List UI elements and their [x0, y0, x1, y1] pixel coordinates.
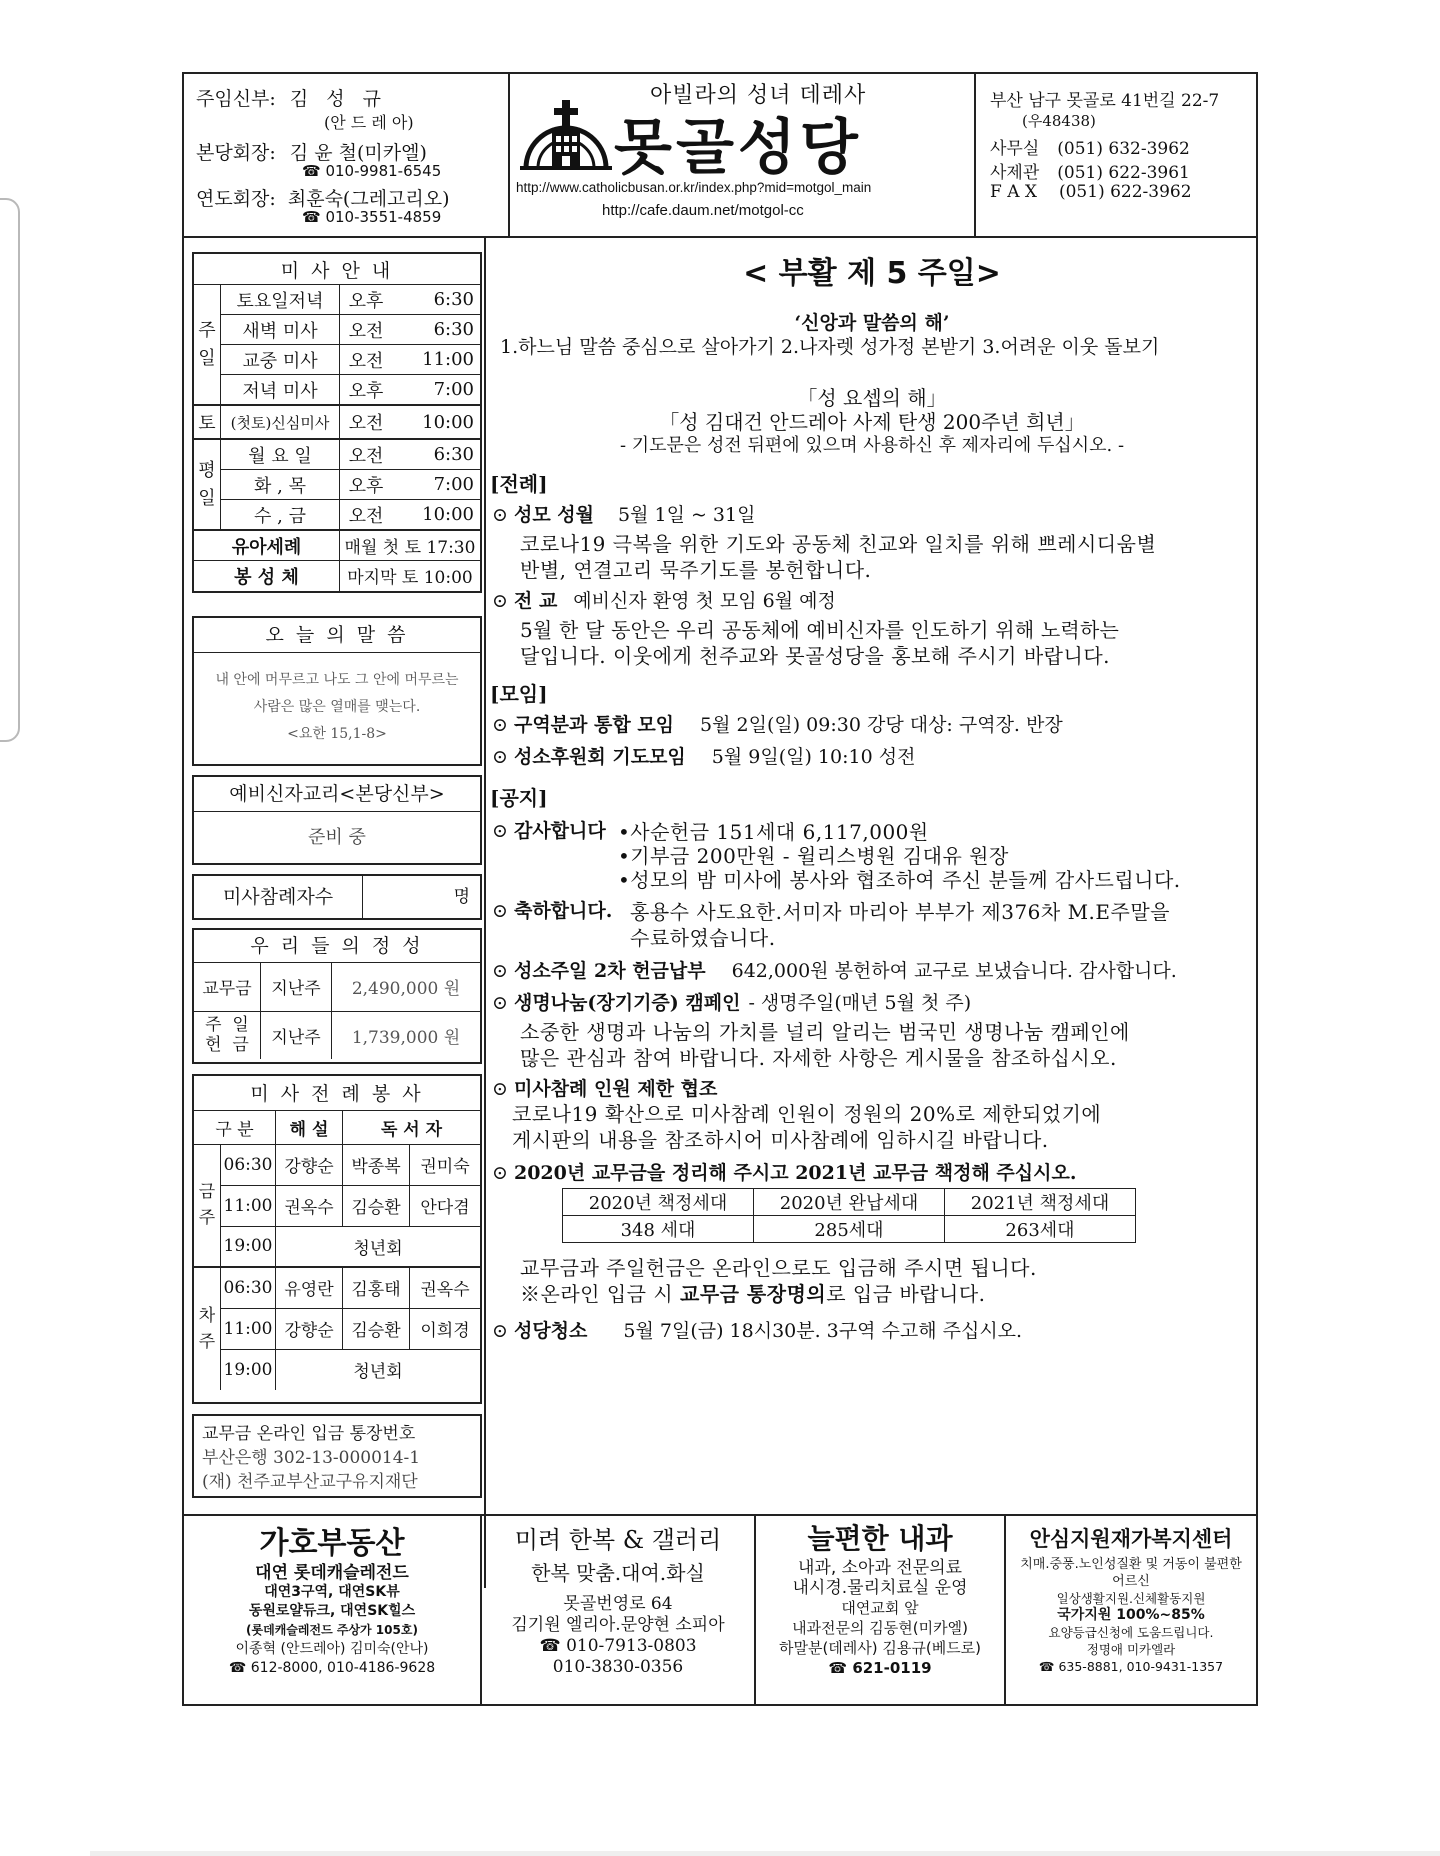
item-title: 축하합니다. [513, 900, 613, 922]
joseph-year: 「성 요셉의 해」 [797, 386, 947, 410]
attendance-unit: 명 [453, 887, 470, 907]
service-time: 11:00 [221, 1185, 276, 1226]
ad-line: 621-0119 [852, 1659, 932, 1677]
ad-realestate [184, 1516, 482, 1706]
col-header: 독 서 자 [343, 1110, 481, 1144]
dues-value: 285세대 [754, 1216, 945, 1243]
reader: 김승환 [343, 1185, 410, 1226]
col-header: 구 분 [194, 1110, 276, 1144]
chair-label: 본당회장: [196, 142, 276, 164]
infant-baptism-time: 매월 첫 토 17:30 [340, 530, 481, 561]
todays-word-title: 오 늘 의 말 씀 [194, 618, 480, 653]
offerings-table [194, 963, 480, 1059]
mass-ampm: 오전 [340, 315, 393, 345]
reader: 권옥수 [410, 1267, 481, 1308]
confirmation-label: 봉 성 체 [194, 561, 340, 591]
catechumen-title: 예비신자교리<본당신부> [194, 777, 480, 812]
item-title: 성소주일 2차 헌금납부 [513, 960, 706, 982]
item-body: 코로나19 극복을 위한 기도와 공동체 친교와 일치를 위해 쁘레시디움별 [520, 532, 1157, 556]
attendance-box [192, 874, 482, 920]
ad-line: 내과, 소아과 전문의료 [797, 1558, 962, 1578]
bullet-icon: ⊙ [492, 504, 508, 526]
mass-ampm: 오전 [340, 439, 393, 470]
mass-time: 7:00 [392, 470, 480, 500]
pastor-name: 김 성 규 [289, 88, 388, 110]
postcode: (우48438) [1022, 112, 1096, 130]
item-body: 많은 관심과 참여 바랍니다. 자세한 사항은 게시물을 참조하십시오. [520, 1046, 1117, 1070]
dues-header: 2021년 책정세대 [945, 1189, 1136, 1216]
ad-line: 대연3구역, 대연SK뷰 [264, 1584, 400, 1600]
ad-line: 어르신 [1112, 1574, 1150, 1589]
todays-word-ref: <요한 15,1-8> [287, 726, 387, 742]
bank-account-box [192, 1414, 482, 1498]
church-logo-icon [520, 98, 612, 172]
item-body: 홍용수 사도요한.서미자 마리아 부부가 제376차 M.E주말을 [630, 900, 1170, 924]
section-notices: [공지] [490, 786, 548, 810]
fax-phone: (051) 622-3962 [1058, 182, 1192, 202]
pastor-label: 주임신부: [196, 88, 276, 110]
commentator: 유영란 [276, 1267, 343, 1308]
ad-title: 안심지원재가복지센터 [1029, 1527, 1233, 1551]
item-detail: 5월 2일(일) 09:30 강당 대상: 구역장. 반장 [700, 714, 1063, 736]
assoc-label: 연도회장: [196, 188, 276, 210]
item-detail: 642,000원 봉헌하여 교구로 보냈습니다. 감사합니다. [731, 960, 1177, 982]
attendance-label: 미사참례자수 [194, 876, 363, 918]
mass-ampm: 오후 [340, 375, 393, 406]
ad-line: 정명애 미카엘라 [1086, 1642, 1176, 1657]
liturgy-service-title: 미 사 전 례 봉 사 [194, 1076, 480, 1110]
ad-line: 010-7913-0803 [566, 1636, 697, 1656]
item-body: 수료하였습니다. [630, 926, 776, 950]
item-body: 소중한 생명과 나눔의 가치를 널리 알리는 범국민 생명나눔 캠페인에 [520, 1020, 1130, 1044]
ad-line: 치매.중풍.노인성질환 및 거동이 불편한 [1020, 1557, 1242, 1572]
ad-line: 못골번영로 64 [563, 1594, 673, 1614]
section-meetings: [모임] [490, 682, 548, 706]
address: 부산 남구 못골로 41번길 22-7 [990, 91, 1220, 111]
pastor-baptismal: (안 드 레 아) [324, 113, 414, 132]
offerings-box [192, 928, 482, 1064]
mass-name: 수 , 금 [221, 500, 340, 531]
offering-period: 지난주 [261, 1011, 332, 1059]
andrew-kim-jubilee: 「성 김대건 안드레아 사제 탄생 200주년 희년」 [659, 410, 1085, 434]
item-body: 달입니다. 이웃에게 천주교와 못골성당을 홍보해 주시기 바랍니다. [520, 644, 1110, 668]
online-note: 교무금과 주일헌금은 온라인으로도 입금해 주시면 됩니다. [520, 1256, 1037, 1280]
ad-line: 이종혁 (안드레아) 김미숙(안나) [235, 1641, 429, 1657]
assoc-phone: 010-3551-4859 [325, 208, 442, 226]
saturday-label: 토 [194, 405, 221, 439]
item-detail: - 생명주일(매년 5월 첫 주) [748, 992, 972, 1014]
item-detail: 5월 9일(일) 10:10 성전 [711, 746, 916, 768]
mass-name: 저녁 미사 [221, 375, 340, 406]
bank-holder: (재) 천주교부산교구유지재단 [202, 1472, 418, 1492]
service-time: 19:00 [221, 1226, 276, 1267]
offering-amount: 1,739,000 원 [332, 1011, 481, 1059]
item-body: 코로나19 확산으로 미사참례 인원이 정원의 20%로 제한되었기에 [512, 1102, 1102, 1126]
mass-time: 10:00 [392, 405, 480, 439]
prayer-note: - 기도문은 성전 뒤편에 있으며 사용하신 후 제자리에 두십시오. - [619, 435, 1125, 456]
bullet-icon: ⊙ [492, 1078, 508, 1100]
bulletin-header [184, 74, 1256, 238]
ad-line: 일상생활지원.신체활동지원 [1056, 1591, 1206, 1606]
item-title: 생명나눔(장기기증) 캠페인 [513, 992, 741, 1014]
ad-hanbok [482, 1516, 756, 1706]
item-title: 미사참례 인원 제한 협조 [513, 1078, 718, 1100]
bottom-bar [90, 1851, 1440, 1856]
mass-schedule-table [194, 254, 480, 591]
bullet-icon: ⊙ [492, 992, 508, 1014]
mass-name: 화 , 목 [221, 470, 340, 500]
reader: 안다겸 [410, 1185, 481, 1226]
bullet-icon: ⊙ [492, 746, 508, 768]
reader: 권미숙 [410, 1144, 481, 1185]
bullet-icon: ⊙ [492, 1320, 508, 1342]
section-liturgy: [전례] [490, 472, 548, 496]
contact-block [976, 74, 1256, 236]
bullet-icon: ⊙ [492, 900, 508, 922]
item-title: 구역분과 통합 모임 [513, 714, 675, 736]
ad-title: 늘편한 내과 [807, 1522, 953, 1555]
todays-word-line: 내 안에 머무르고 나도 그 안에 머무르는 [215, 672, 459, 688]
dues-header: 2020년 책정세대 [563, 1189, 754, 1216]
cafe-link[interactable]: http://cafe.daum.net/motgol-cc [602, 202, 804, 219]
ad-line: 내시경.물리치료실 운영 [792, 1578, 968, 1598]
item-body: 게시판의 내용을 참조하시어 미사참례에 임하시길 바랍니다. [512, 1128, 1049, 1152]
ad-line: 요양등급신청에 도움드립니다. [1048, 1625, 1214, 1640]
mass-ampm: 오후 [340, 470, 393, 500]
ad-line: 대연교회 앞 [841, 1599, 919, 1617]
mass-time: 10:00 [392, 500, 480, 531]
weekday-label: 평일 [194, 439, 221, 530]
ad-line: 635-8881, 010-9431-1357 [1058, 1659, 1224, 1674]
item-title: 성소후원회 기도모임 [513, 746, 686, 768]
bullet-icon: ⊙ [492, 960, 508, 982]
bullet-icon: ⊙ [492, 714, 508, 736]
ad-clinic [756, 1516, 1006, 1706]
mass-name: 새벽 미사 [221, 315, 340, 345]
commentator: 권옥수 [276, 1185, 343, 1226]
phone-icon: ☎ [302, 162, 321, 180]
parish-name: 못골성당 [614, 113, 862, 183]
mass-ampm: 오전 [340, 500, 393, 531]
service-time: 19:00 [221, 1349, 276, 1390]
mass-time: 6:30 [392, 285, 480, 315]
assoc-name: 최훈숙(그레고리오) [287, 188, 450, 210]
bullet-icon: ⊙ [492, 820, 508, 842]
item-body: 5월 한 달 동안은 우리 공동체에 예비신자를 인도하기 위해 노력하는 [520, 618, 1119, 642]
year-goals: 1.하느님 말씀 중심으로 살아가기 2.나자렛 성가정 본받기 3.어려운 이웃 돌보기 [500, 336, 1160, 358]
reader: 김홍태 [343, 1267, 410, 1308]
item-title: 성당청소 [513, 1320, 588, 1342]
offering-amount: 2,490,000 원 [332, 963, 481, 1011]
chair-phone: 010-9981-6545 [325, 162, 442, 180]
parish-title-block [510, 74, 976, 236]
offerings-title: 우 리 들 의 정 성 [194, 930, 480, 963]
todays-word-line: 사람은 많은 열매를 맺는다. [253, 699, 421, 715]
mass-time: 7:00 [392, 375, 480, 406]
online-note-prefix: ※온라인 입금 시 [520, 1282, 680, 1306]
item-body: •성모의 밤 미사에 봉사와 협조하여 주신 분들께 감사드립니다. [618, 868, 1181, 892]
liturgy-service [192, 1074, 482, 1404]
online-note-suffix: 로 입금 바랍니다. [826, 1282, 986, 1306]
online-note-highlight: 교무금 통장명의 [680, 1282, 827, 1306]
mass-name: 월 요 일 [221, 439, 340, 470]
phone-icon: ☎ [828, 1659, 848, 1677]
mass-schedule-title: 미 사 안 내 [194, 254, 480, 285]
phone-icon: ☎ [1038, 1659, 1055, 1674]
ad-line: 국가지원 100%~85% [1057, 1607, 1205, 1623]
item-title: 성모 성월 [513, 504, 594, 526]
ad-line: 내과전문의 김동현(미카엘) [792, 1619, 968, 1637]
item-title: 감사합니다 [513, 820, 606, 842]
ad-line: 동원로얄듀크, 대연SK힐스 [248, 1603, 416, 1619]
item-detail: 5월 1일 ~ 31일 [618, 504, 756, 526]
main-content [484, 236, 1258, 1588]
ad-welfare [1006, 1516, 1256, 1706]
commentator: 강향순 [276, 1308, 343, 1349]
mass-name: 토요일저녁 [221, 285, 340, 315]
mass-time: 11:00 [392, 345, 480, 375]
catechumen-class [192, 775, 482, 865]
office-phone: (051) 632-3962 [1057, 139, 1190, 159]
item-title: 2020년 교무금을 정리해 주시고 2021년 교무금 책정해 주십시오. [513, 1162, 1077, 1184]
rectory-phone: (051) 622-3961 [1057, 163, 1190, 183]
ad-line: 한복 맞춤.대여.화실 [531, 1561, 705, 1585]
catechumen-status: 준비 중 [308, 827, 366, 848]
ad-line: 대연 롯데캐슬레전드 [255, 1563, 409, 1583]
mass-time: 6:30 [392, 439, 480, 470]
reader: 김승환 [343, 1308, 410, 1349]
dues-header: 2020년 완납세대 [754, 1189, 945, 1216]
mass-ampm: 오전 [340, 345, 393, 375]
item-body: 반별, 연결고리 묵주기도를 봉헌합니다. [520, 558, 872, 582]
dues-table [562, 1188, 1136, 1243]
sunday-title: < 부활 제 5 주일> [743, 256, 1001, 291]
dues-value: 263세대 [945, 1216, 1136, 1243]
ad-line: 하말분(데레사) 김용규(베드로) [778, 1639, 982, 1657]
mass-time: 6:30 [392, 315, 480, 345]
service-time: 06:30 [221, 1144, 276, 1185]
ad-line: 김기원 엘리아.문양현 소피아 [511, 1615, 725, 1635]
service-group: 청년회 [276, 1349, 481, 1390]
patron-saint: 아빌라의 성녀 데레사 [650, 83, 867, 108]
todays-word [192, 616, 482, 766]
item-body: •기부금 200만원 - 윌리스병원 김대유 원장 [618, 844, 1009, 868]
rectory-label: 사제관 [990, 163, 1040, 183]
mass-schedule [192, 252, 482, 593]
reader: 박종복 [343, 1144, 410, 1185]
office-label: 사무실 [990, 139, 1040, 159]
col-header: 해 설 [276, 1110, 343, 1144]
bullet-icon: ⊙ [492, 1162, 508, 1184]
mass-name: (첫토)신심미사 [221, 405, 340, 439]
staff-info [184, 74, 510, 236]
offering-period: 지난주 [261, 963, 332, 1011]
phone-icon: ☎ [228, 1660, 247, 1676]
phone-icon: ☎ [539, 1636, 561, 1656]
item-title: 전 교 [513, 590, 558, 612]
year-theme: ‘신앙과 말씀의 해’ [794, 312, 950, 334]
offering-label: 주 일 헌 금 [194, 1011, 261, 1059]
scroll-handle[interactable] [0, 198, 20, 742]
phone-icon: ☎ [302, 208, 321, 226]
ad-line: 010-3830-0356 [552, 1657, 684, 1677]
website-link[interactable]: http://www.catholicbusan.or.kr/index.php?mid=motgol_main [516, 180, 872, 195]
ad-title: 미려 한복 & 갤러리 [514, 1526, 722, 1554]
liturgy-service-table [194, 1076, 480, 1390]
item-detail: 5월 7일(금) 18시30분. 3구역 수고해 주십시오. [623, 1320, 1023, 1342]
dues-value: 348 세대 [563, 1216, 754, 1243]
ad-line: 612-8000, 010-4186-9628 [250, 1660, 436, 1676]
mass-ampm: 오후 [340, 285, 393, 315]
commentator: 강향순 [276, 1144, 343, 1185]
ad-line: (롯데캐슬레전드 주상가 105호) [246, 1623, 418, 1637]
service-time: 06:30 [221, 1267, 276, 1308]
fax-label: F A X [990, 182, 1037, 202]
item-body: •사순헌금 151세대 6,117,000원 [618, 820, 929, 844]
confirmation-time: 마지막 토 10:00 [340, 561, 481, 591]
ads-row [184, 1514, 1256, 1706]
offering-label: 교무금 [194, 963, 261, 1011]
bank-title: 교무금 온라인 입금 통장번호 [202, 1424, 416, 1444]
next-week-label: 차주 [194, 1267, 221, 1390]
reader: 이희경 [410, 1308, 481, 1349]
service-group: 청년회 [276, 1226, 481, 1267]
service-time: 11:00 [221, 1308, 276, 1349]
bullet-icon: ⊙ [492, 590, 508, 612]
sunday-label: 주일 [194, 285, 221, 406]
this-week-label: 금주 [194, 1144, 221, 1267]
bank-account: 부산은행 302-13-000014-1 [202, 1448, 421, 1468]
mass-ampm: 오전 [340, 405, 393, 439]
chair-name: 김 윤 철(미카엘) [289, 142, 427, 164]
item-detail: 예비신자 환영 첫 모임 6월 예정 [573, 590, 836, 612]
bulletin-page [182, 72, 1258, 1706]
ad-title: 가호부동산 [259, 1526, 405, 1561]
infant-baptism-label: 유아세례 [194, 530, 340, 561]
mass-name: 교중 미사 [221, 345, 340, 375]
